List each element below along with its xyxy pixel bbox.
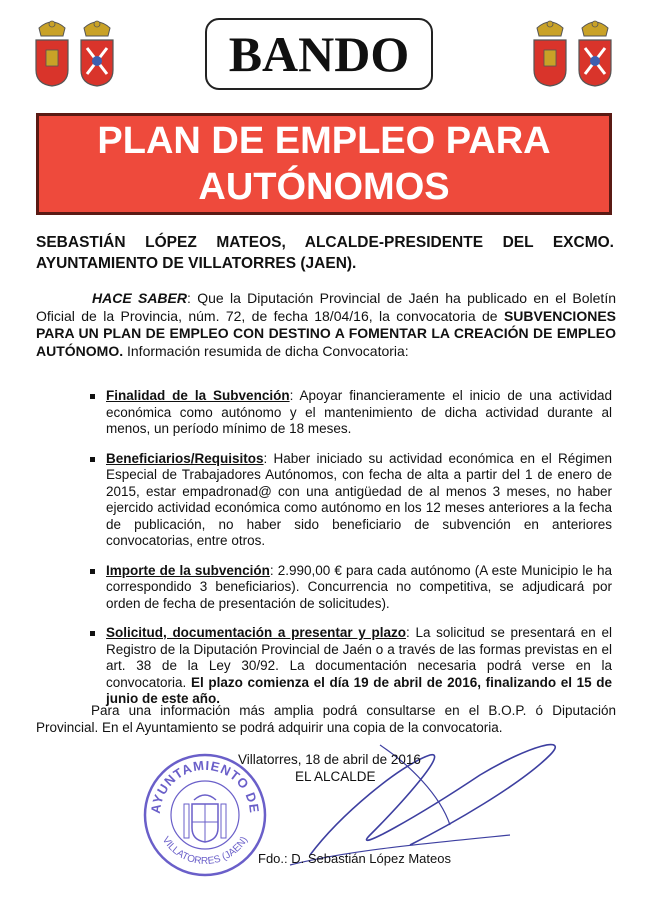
item-bold: El plazo comienza el día 19 de abril de 2016, finalizando el 15 de junio de este año. — [106, 674, 613, 706]
item-term: Importe de la subvención — [106, 562, 270, 578]
seal-bottom-text: VILLATORRES (JAEN) — [159, 834, 251, 868]
closing-paragraph: Para una información más amplia podrá consultarse en el B.O.P. ó Diputación Provincial. En el Ayuntamiento se podrá adquirir una copia de la convocatoria. — [36, 703, 616, 735]
coat-of-arms-icon — [531, 18, 569, 88]
intro-bold-text: SUBVENCIONES PARA UN PLAN DE EMPLEO CON DESTINO A FOMENTAR LA CREACIÓN DE EMPLEO AUTÓNOMO. — [36, 307, 616, 359]
bullet-icon — [90, 569, 95, 574]
list-item — [90, 625, 612, 708]
coat-of-arms-icon — [576, 18, 614, 88]
details-list — [90, 388, 612, 721]
item-term: Solicitud, documentación a presentar y plazo — [106, 625, 406, 640]
item-term: Beneficiarios/Requisitos — [106, 450, 264, 466]
title-banner — [36, 113, 612, 215]
item-text: : Haber iniciado su actividad económica en el Régimen Especial de Trabajadores Autónomos, con fecha de alta a partir del 1 de enero de 2015, estar empadronad@ con una antigüedad de al menos 3 meses, no haber ejercido actividad económica como autónomo en los 12 meses anteriores a la fecha de publicación, no haber sido beneficiario de subvención en anteriores convocatorias, entre otros. — [106, 450, 612, 548]
seal-top-text: AYUNTAMIENTO DE — [147, 757, 263, 815]
bullet-icon — [90, 631, 95, 636]
list-item — [90, 451, 612, 550]
intro-text-end: Información resumida de dicha Convocatoria: — [123, 342, 409, 359]
intro-paragraph — [36, 290, 616, 360]
issuer-heading — [36, 232, 614, 274]
coat-of-arms-icon — [78, 18, 116, 88]
signer-name: Fdo.: D. Sebastián López Mateos — [258, 851, 451, 866]
issuer-line-1: SEBASTIÁN LÓPEZ MATEOS, ALCALDE-PRESIDENTE DEL EXCMO. — [36, 234, 614, 251]
page-title: BANDO — [205, 18, 433, 90]
list-item — [90, 388, 612, 438]
list-item — [90, 563, 612, 613]
coat-of-arms-icon — [33, 18, 71, 88]
banner-line-2: AUTÓNOMOS — [198, 166, 450, 208]
hace-saber-label: HACE SABER — [92, 290, 187, 306]
item-text: : La solicitud se presentará en el Registro de la Diputación Provincial de Jaén o a través de las formas previstas en el art. 38 de la Ley 30/92. La documentación necesaria podrá verse en la convocatoria. — [106, 625, 612, 690]
signature-date: Villatorres, 18 de abril de 2016 — [238, 752, 421, 767]
signer-title: EL ALCALDE — [295, 769, 376, 784]
banner-line-1: PLAN DE EMPLEO PARA — [97, 120, 551, 162]
item-text: : Apoyar financieramente el inicio de una actividad económica como autónomo y el mantenimiento de dicha actividad durante al menos, un período mínimo de 18 meses. — [106, 388, 613, 436]
item-text: : 2.990,00 € para cada autónomo (A este Municipio le ha correspondido 3 beneficiarios). Concurrencia no competitiva, se adjudicará por orden de fecha de presentación de solicitudes). — [106, 562, 612, 611]
bullet-icon — [90, 457, 95, 462]
item-term: Finalidad de la Subvención — [106, 388, 290, 403]
intro-text: : Que la Diputación Provincial de Jaén ha publicado en el Boletín Oficial de la Provincia, núm. 72, de fecha 18/04/16, la convocatoria de — [36, 290, 616, 324]
bullet-icon — [90, 394, 95, 399]
issuer-line-2: AYUNTAMIENTO DE VILLATORRES (JAEN). — [36, 255, 357, 272]
